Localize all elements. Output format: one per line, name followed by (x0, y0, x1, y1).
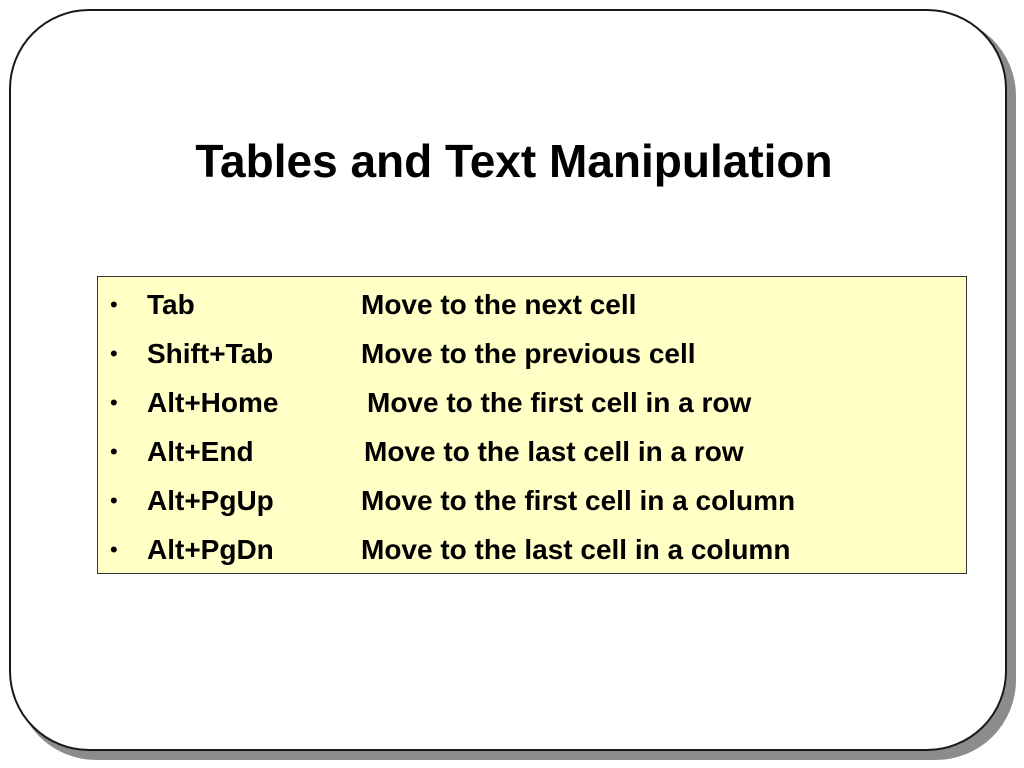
shortcut-key: Alt+PgDn (147, 534, 274, 565)
bullet-icon: • (110, 341, 118, 366)
bullet-icon: • (110, 390, 118, 415)
bullet-icon: • (110, 292, 118, 317)
shortcut-key: Shift+Tab (147, 338, 274, 369)
shortcut-description: Move to the last cell in a row (364, 436, 744, 467)
shortcut-key: Tab (147, 289, 195, 320)
shortcut-description: Move to the last cell in a column (361, 534, 791, 565)
slide-title: Tables and Text Manipulation (195, 135, 833, 187)
list-item (98, 530, 966, 579)
shortcut-description: Move to the next cell (361, 289, 637, 320)
list-item (98, 432, 966, 481)
list-item (98, 383, 966, 432)
shortcut-key: Alt+End (147, 436, 254, 467)
slide-card (9, 9, 1007, 751)
list-item (98, 285, 966, 334)
shortcut-key: Alt+Home (147, 387, 279, 418)
shortcut-description: Move to the first cell in a row (367, 387, 752, 418)
bullet-icon: • (110, 439, 118, 464)
bullet-icon: • (110, 488, 118, 513)
list-item (98, 481, 966, 530)
shortcut-key: Alt+PgUp (147, 485, 274, 516)
bullet-icon: • (110, 537, 118, 562)
shortcut-list (98, 285, 966, 579)
shortcut-description: Move to the previous cell (361, 338, 696, 369)
list-item (98, 334, 966, 383)
shortcut-table-box (97, 276, 967, 574)
shortcut-description: Move to the first cell in a column (361, 485, 796, 516)
